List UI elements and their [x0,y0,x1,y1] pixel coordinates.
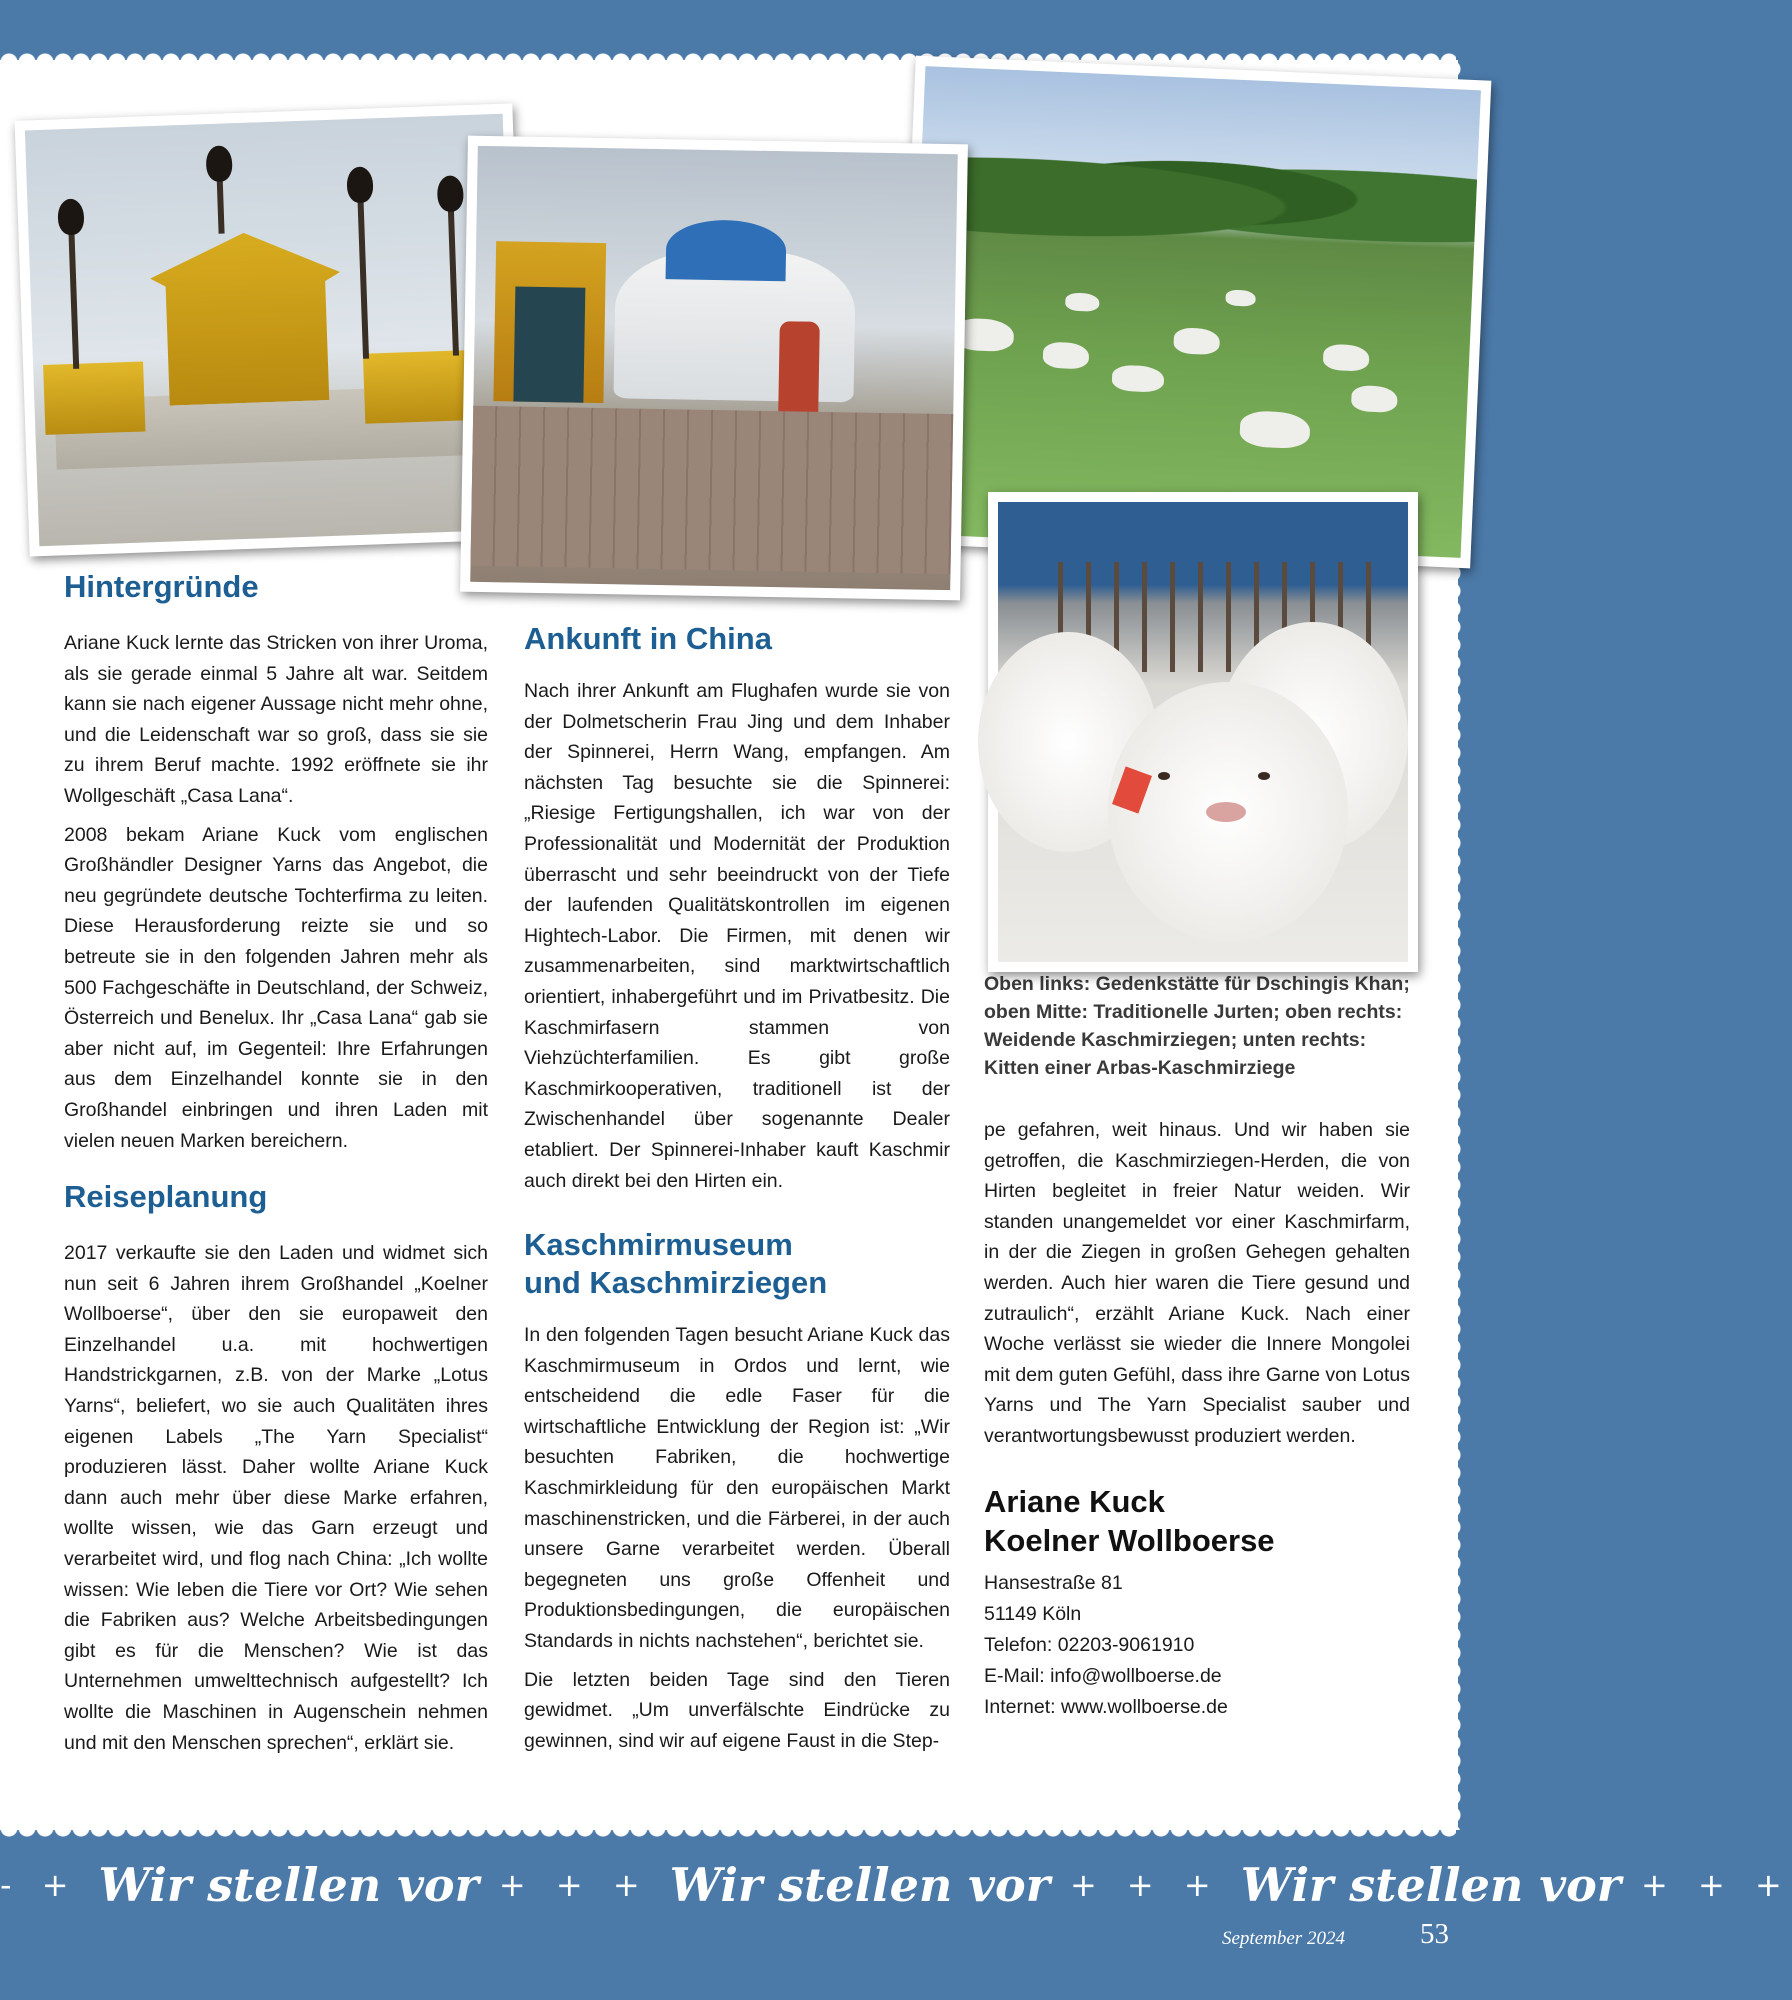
paragraph: Nach ihrer Ankunft am Flughafen wurde sie von der Dolmetscherin Frau Jing und dem Inhaber der Spinnerei, Herrn Wang, empfangen. Am nächsten Tag besuchte sie die Spinnerei: „Riesige Fertigungshallen, ich war von der Professionalität und Modernität der Produktion überrascht und sehr beeindruckt von der Tiefe der laufenden Qualitätskontrollen im eigenen Hightech-Labor. Die Firmen, mit denen wir zusammenarbeiten, sind marktwirtschaftlich orientiert, inhabergeführt und im Privatbesitz. Die Kaschmirfasern stammen von Viehzüchterfamilien. Es gibt große Kaschmirkooperativen, traditionell ist der Zwischenhandel über sogenannte Dealer etabliert. Der Spinnerei-Inhaber kauft Kaschmir auch direkt bei den Hirten ein. [524,680,950,1192]
photo-arbas-goat-kid [988,492,1418,972]
column-left [64,568,488,1766]
contact-street: Hansestraße 81 [984,1571,1123,1594]
heading-kaschmirmuseum: Kaschmirmuseum [524,1227,793,1263]
issue-date: September 2024 [1222,1928,1345,1949]
photo-memorial-genghis-khan [15,103,528,556]
contact-name: Ariane Kuck [984,1483,1165,1519]
contact-company: Koelner Wollboerse [984,1522,1275,1558]
column-right [984,1115,1410,1723]
photo-traditional-yurts [460,136,968,601]
contact-city: 51149 Köln [984,1602,1082,1625]
banner-tagline: Wir stellen vor [669,1858,1050,1912]
banner-plus: + + + [1641,1866,1792,1904]
page-number: 53 [1420,1918,1449,1950]
banner-tagline: Wir stellen vor [1240,1858,1622,1912]
paragraph: pe gefahren, weit hinaus. Und wir haben sie getroffen, die Kaschmirziegen-Herden, die von Hirten begleitet in freier Natur weiden. Wir standen unangemeldet vor einer Kaschmirfarm, in der die Ziegen in großen Gehegen gehalten werden. Auch hier waren die Tiere gesund und zutraulich“, erzählt Ariane Kuck. Nach einer Woche verlässt sie wieder die Innere Mongolei mit dem guten Gefühl, dass ihre Garne von Lotus Yarns und The Yarn Specialist sauber und verantwortungsbewusst produziert werden. [984,1119,1410,1447]
heading-reiseplanung: Reiseplanung [64,1179,268,1215]
heading-kaschmirziegen: und Kaschmirziegen [524,1265,828,1301]
banner-plus: + + + [498,1866,650,1904]
paragraph: 2008 bekam Ariane Kuck vom englischen Großhändler Designer Yarns das Angebot, die neu gegründete deutsche Tochterfirma zu leiten. Diese Herausforderung reizte sie und so betreute sie in den folgenden Jahren mehr als 500 Fachgeschäfte in Deutschland, der Schweiz, Österreich und Benelux. Ihr „Casa Lana“ gab sie aber nicht auf, im Gegenteil: Ihre Erfahrungen aus dem Einzelhandel konnte sie in den Großhandel einbringen und ihren Laden mit vielen neuen Marken bereichern. [64,823,488,1152]
heading-hintergruende: Hintergründe [64,569,259,604]
banner-plus: + + + [1069,1866,1221,1904]
column-middle [524,620,950,1764]
contact-email[interactable]: E-Mail: info@wollboerse.de [984,1664,1222,1687]
paragraph: In den folgenden Tagen besucht Ariane Kuck das Kaschmirmuseum in Ordos und lernt, wie entscheidend die edle Faser für die wirtschaftliche Entwicklung der Region ist: „Wir besuchten Fabriken, die hochwertige Kaschmirkleidung für den europäischen Markt maschinenstricken, und die Färberei, in der auch unsere Garne verarbeitet werden. Überall begegneten uns große Offenheit und Produktionsbedingungen, die europäischen Standards in nichts nachstehen“, berichtet sie. [524,1324,950,1653]
paragraph: Die letzten beiden Tage sind den Tieren gewidmet. „Um unverfälschte Eindrücke zu gewinnen, sind wir auf eigene Faust in die Step- [524,1668,950,1752]
paragraph: Ariane Kuck lernte das Stricken von ihrer Uroma, als sie gerade einmal 5 Jahre alt war. Seitdem kann sie nach eigener Aussage nicht mehr ohne, und die Leidenschaft war so groß, dass sie sie zu ihrem Beruf machte. 1992 eröffnete sie ihr Wollgeschäft „Casa Lana“. [64,632,488,807]
contact-phone: Telefon: 02203-9061910 [984,1633,1195,1656]
heading-ankunft-in-china: Ankunft in China [524,621,772,656]
paragraph: 2017 verkaufte sie den Laden und widmet sich nun seit 6 Jahren ihrem Großhandel „Koelner Wollboerse“, über den sie europaweit den Einzelhandel u.a. mit hochwertigen Handstrickgarnen, z.B. von der Marke „Lotus Yarns“, beliefert, wo sie auch Qualitäten ihres eigenen Labels „The Yarn Specialist“ produzieren lässt. Daher wollte Ariane Kuck dann auch mehr über diese Marke erfahren, wollte wissen, wie das Garn erzeugt und verarbeitet wird, und flog nach China: „Ich wollte wissen: Wie leben die Tiere vor Ort? Wie sehen die Fabriken aus? Welche Arbeitsbedingungen gibt es für die Menschen? Wie ist das Unternehmen umwelttechnisch aufgestellt? Ich wollte die Maschinen in Augenschein nehmen und mit den Menschen sprechen“, erklärt sie. [64,1242,488,1754]
contact-website[interactable]: Internet: www.wollboerse.de [984,1695,1228,1718]
section-banner [0,1840,1792,1930]
banner-plus: - + [0,1866,79,1904]
contact-block [984,1482,1410,1723]
photo-caption: Oben links: Gedenkstätte für Dschingis Khan; oben Mitte: Traditionelle Jurten; oben rechts: Weidende Kaschmirziegen; unten rechts: Kitten einer Arbas-Kaschmirziege [984,973,1410,1079]
banner-tagline: Wir stellen vor [98,1858,479,1912]
